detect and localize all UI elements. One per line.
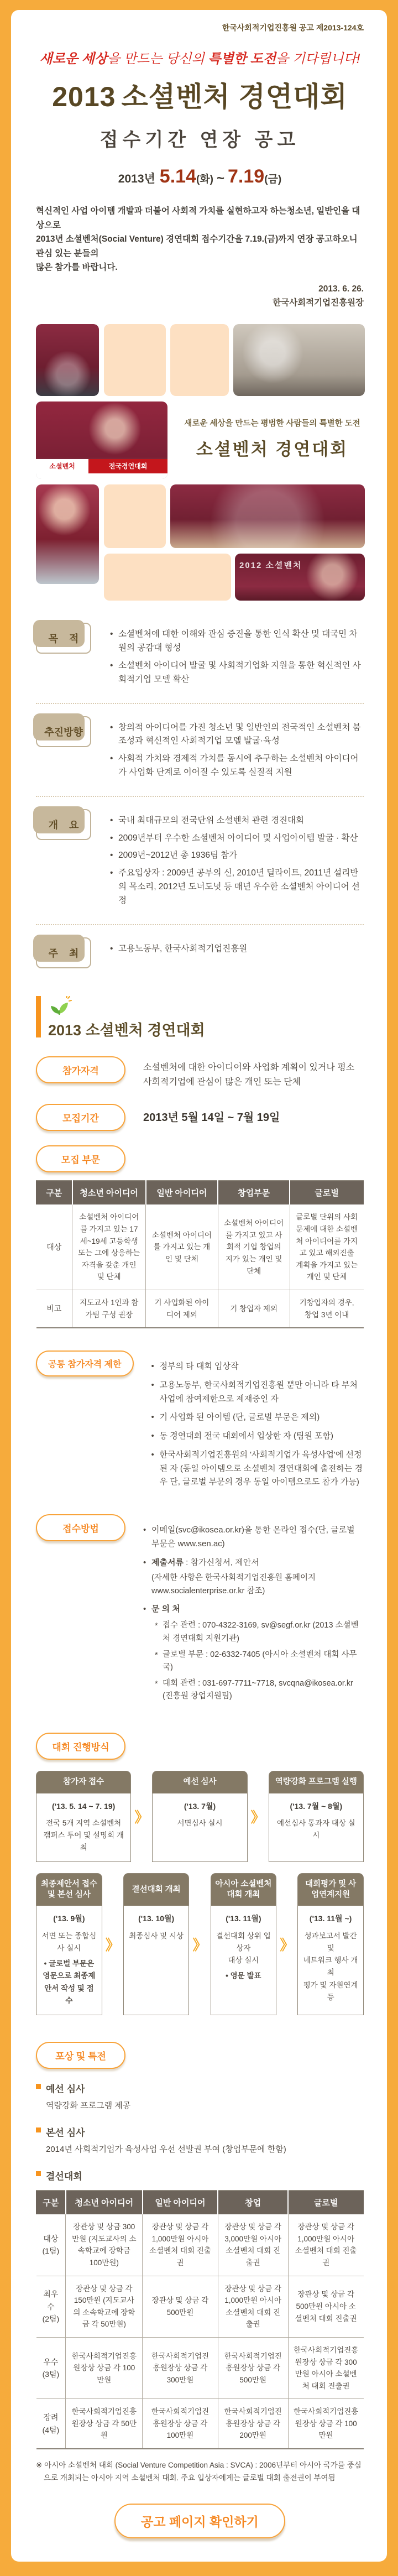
bullet-item <box>143 1556 364 1598</box>
apply-items <box>143 1524 364 1703</box>
flow-step-line: 캠퍼스 투어 및 설명회 개최 <box>43 1831 124 1852</box>
flow-step <box>36 1771 131 1863</box>
photo-2012-caption: 2012 소셜벤처 <box>239 561 302 571</box>
overview-items <box>110 810 364 912</box>
flow-step <box>123 1873 190 2015</box>
chevron-right-icon: 》 <box>280 1937 295 1954</box>
beige-block <box>104 554 231 601</box>
divisions-pill: 모집 부문 <box>36 1145 125 1172</box>
main-award-text: 2014년 사회적기업가 육성사업 우선 선발권 부여 (창업부문에 한함) <box>46 2145 286 2155</box>
flow-step <box>152 1771 247 1863</box>
rewards-row <box>36 2042 364 2069</box>
flow-step-line: 서면심사 실시 <box>177 1818 223 1827</box>
signature-date: 2013. 6. 26. <box>318 284 364 294</box>
flow-step-title: 역량강화 프로그램 실행 <box>269 1771 363 1793</box>
gov-notice-number: 한국사회적기업진흥원 공고 제2013-124호 <box>222 23 364 32</box>
flow-step-body <box>211 1906 276 1990</box>
direction-label: 추진방향 <box>36 716 91 747</box>
table-row <box>36 2214 364 2276</box>
flow-step-line: 서면 또는 종합심사 실시 <box>41 1931 97 1952</box>
bullet-item: • 고용노동부, 한국사회적기업진흥원 <box>110 942 364 956</box>
eligibility-pill: 참가자격 <box>36 1056 125 1083</box>
sprout-icon <box>48 996 72 1015</box>
stage-banner-right-label: 전국경연대회 <box>88 459 167 473</box>
stage-banner <box>36 459 167 473</box>
bullet-item: • 소셜벤처에 대한 이해와 관심 증진을 통한 인식 확산 및 대국민 차원의 공감대 형성 <box>110 628 364 655</box>
chevron-right-icon: 》 <box>192 1937 207 1954</box>
table-cell: 한국사회적기업진흥원장상 상금 각 500만원 <box>218 2337 288 2398</box>
beige-block <box>104 484 166 548</box>
column-header: 글로벌 <box>288 2191 363 2214</box>
column-header: 구분 <box>36 1181 72 1204</box>
date-start: 5.14 <box>159 166 196 187</box>
bullet-item: • 소셜벤처 아이디어 발굴 및 사회적기업화 지원을 통한 혁신적인 사회적기업 모델 확산 <box>110 659 364 687</box>
column-header: 창업 <box>218 2191 288 2214</box>
column-header: 청소년 아이디어 <box>72 1181 146 1204</box>
bullet-item: • 고용노동부, 한국사회적기업진흥원 뿐만 아니라 타 부처 사업에 참여제한으로 제재중인 자 <box>151 1379 364 1406</box>
flow-step-line: 예선심사 통과자 대상 실시 <box>277 1818 355 1839</box>
contact-item: * 접수 관련 : 070-4322-3169, sv@segf.or.kr (2013 소셜벤처 경연대회 지원기관) <box>155 1619 364 1645</box>
table-row <box>36 1204 364 1290</box>
table-cell: 기 사업화된 아이디어 제외 <box>146 1290 218 1328</box>
flow-step <box>297 1873 364 2015</box>
column-header: 일반 아이디어 <box>146 1181 218 1204</box>
docs-label: 제출서류 <box>151 1557 184 1567</box>
section-host <box>36 934 364 972</box>
flow-step-title: 대회평가 및 사업연계지원 <box>298 1874 363 1906</box>
photo-collage <box>36 324 364 601</box>
prize-team-count: (2팀) <box>42 2314 60 2323</box>
table-cell: 글로벌 단위의 사회 문제에 대한 소셜벤처 아이디어를 가지고 있고 해외진출 계획을 가지고 있는 개인 및 단체 <box>290 1204 363 1290</box>
table-cell: 한국사회적기업진흥원장상 상금 각 300만원 <box>143 2337 218 2398</box>
intro-paragraph <box>36 204 364 275</box>
title-main: 소셜벤처 경연대회 <box>121 81 348 112</box>
period-text: 2013년 5월 14일 ~ 7월 19일 <box>143 1112 280 1124</box>
table-row <box>36 1290 364 1328</box>
table-cell: 한국사회적기업진흥원장상 상금 각 300만원 아시아 소셜벤처 대회 진출권 <box>288 2337 363 2398</box>
docs-note: (자세한 사항은 한국사회적기업진흥원 홈페이지 www.socialenterprise.or.kr 참조) <box>151 1573 316 1595</box>
table-cell: 장관상 및 상금 각 3,000만원 아시아 소셜벤처 대회 진출권 <box>218 2214 288 2276</box>
table-cell: 소셜벤처 아이디어를 가지고 있는 개인 및 단체 <box>146 1204 218 1290</box>
flow-step-date: ('13. 11월 ~) <box>309 1914 352 1923</box>
date-end: 7.19 <box>228 166 265 187</box>
photo-2012-speech <box>235 554 365 601</box>
flow-step-date: ('13. 10월) <box>138 1914 175 1923</box>
final-award-title: 결선대회 <box>36 2168 364 2182</box>
table-row <box>36 2276 364 2337</box>
main-award-title: 본선 심사 <box>36 2125 364 2139</box>
competition-title: 2013 소셜벤처 경연대회 <box>48 1021 205 1039</box>
table-cell: 한국사회적기업진흥원장상 상금 각 100만원 <box>288 2399 363 2449</box>
purpose-items <box>110 624 364 690</box>
flow-step-body <box>124 1906 189 1949</box>
bullet-item: • 기 사업화 된 아이템 (단, 글로벌 부문은 제외) <box>151 1411 364 1425</box>
contact-items <box>151 1619 364 1703</box>
page-title <box>36 75 364 114</box>
table-header-row <box>36 1181 364 1204</box>
flow-step-line: 전국 5개 지역 소셜벤처 <box>46 1818 122 1827</box>
row-label <box>36 2276 66 2337</box>
stage-banner-left-label: 소셜벤처 <box>36 459 88 473</box>
table-cell: 장관상 및 상금 각 1,000만원 아시아 소셜벤처 대회 진출권 <box>143 2214 218 2276</box>
flow-step-line: 최종심사 및 시상 <box>129 1931 184 1940</box>
tagline-part: 새로운 세상 <box>39 51 108 66</box>
bullet-item <box>143 1603 364 1703</box>
photo-award-ceremony <box>36 324 99 396</box>
flow-step-line: 성과보고서 발간 및 <box>304 1931 357 1952</box>
contact-item: * 글로벌 부문 : 02-6332-7405 (아시아 소셜벤처 대회 사무국) <box>155 1649 364 1674</box>
table-cell: 지도교사 1인과 참가팀 구성 권장 <box>72 1290 146 1328</box>
table-cell: 장관상 및 상금 각 500만원 아시아 소셜벤처 대회 진출권 <box>288 2276 363 2337</box>
bullet-item: • 2009년~2012년 총 1936팀 참가 <box>110 849 364 863</box>
flow-step-body <box>153 1793 247 1837</box>
prize-rank: 최우수 <box>43 2290 59 2311</box>
table-row <box>36 2337 364 2398</box>
process-pill: 대회 진행방식 <box>36 1733 125 1760</box>
flow-step-body <box>36 1906 102 2015</box>
divisions-table <box>36 1180 364 1328</box>
dotted-divider <box>36 703 364 704</box>
collage-tagline: 새로운 세상을 만드는 평범한 사람들의 특별한 도전 <box>184 419 360 429</box>
bullet-item: • 주요입상자 : 2009년 공부의 신, 2010년 딜라이트, 2011년 설리반의 목소리, 2012년 도너도넛 등 매년 우수한 소셜벤처 아이디어 선정 <box>110 867 364 908</box>
row-label: 대상 <box>36 1204 72 1290</box>
restrictions-items <box>151 1360 364 1489</box>
cta-wrap <box>36 2504 364 2538</box>
hero-tagline <box>36 48 364 67</box>
prize-table <box>36 2190 364 2449</box>
table-cell: 소셜벤처 아이디어를 가지고 있는 17세~19세 고등학생 또는 그에 상응하는 자격을 갖춘 개인 및 단체 <box>72 1204 146 1290</box>
tagline-part: 을 기다립니다! <box>276 51 360 66</box>
process-flow-row1 <box>36 1771 364 1863</box>
bullet-item: • 정부의 타 대회 입상작 <box>151 1360 364 1374</box>
table-cell: 장관상 및 상금 각 1,000만원 아시아 소셜벤처 대회 진출권 <box>218 2276 288 2337</box>
flow-step-date: ('13. 7월 ~ 8월) <box>290 1801 343 1811</box>
prize-rank: 장려 <box>43 2413 59 2422</box>
table-cell: 장관상 및 상금 각 1,000만원 아시아 소셜벤처 대회 진출권 <box>288 2214 363 2276</box>
prize-team-count: (1팀) <box>42 2246 60 2256</box>
table-row <box>36 2399 364 2449</box>
column-header: 일반 아이디어 <box>143 2191 218 2214</box>
overview-label: 개 요 <box>36 809 91 840</box>
photo-outdoor-booth <box>233 324 365 396</box>
beige-block <box>104 324 166 396</box>
chevron-right-icon: 》 <box>105 1937 120 1954</box>
bullet-item: • 이메일(svc@ikosea.or.kr)을 통한 온라인 접수(단, 글로벌 부문은 www.sen.ac) <box>143 1524 364 1551</box>
table-cell: 장관상 및 상금 각 500만원 <box>143 2276 218 2337</box>
flow-step-note: • 글로벌 부문은 영문으로 최종제안서 작성 및 접수 <box>41 1958 97 2007</box>
prelim-award-title: 예선 심사 <box>36 2081 364 2095</box>
docs-rest: : 참가신청서, 제안서 <box>183 1557 259 1567</box>
flow-step <box>211 1873 277 2015</box>
flow-step-title: 참가자 접수 <box>36 1771 130 1793</box>
table-cell: 기 창업자 제외 <box>218 1290 290 1328</box>
prize-team-count: (3팀) <box>42 2370 60 2379</box>
title-year: 2013 <box>52 81 116 112</box>
photo-stage-speaker <box>36 401 167 479</box>
apply-pill: 접수방법 <box>36 1514 125 1541</box>
table-cell: 소셜벤처 아이디어를 가지고 있고 사회적 기업 창업의지가 있는 개인 및 단체 <box>218 1204 290 1290</box>
contact-item: * 대회 관련 : 031-697-7711~7718, svcqna@ikosea.or.kr (진흥원 창업지원팀) <box>155 1677 364 1703</box>
flow-step-date: ('13. 11월) <box>226 1914 261 1923</box>
column-header: 구분 <box>36 2191 66 2214</box>
table-cell: 한국사회적기업진흥원장상 상금 각 100만원 <box>143 2399 218 2449</box>
bullet-item: • 창의적 아이디어를 가진 청소년 및 일반인의 전국적인 소셜벤처 붐 조성과 혁신적인 사회적기업 모델 발굴·육성 <box>110 721 364 749</box>
bullet-item: • 사회적 가치와 경제적 가치를 동시에 추구하는 소셜벤처 아이디어가 사업화 단계로 이어질 수 있도록 실질적 지원 <box>110 752 364 780</box>
photo-group-winners <box>170 484 365 548</box>
flow-step-date: ('13. 9월) <box>53 1914 85 1923</box>
collage-center-text <box>180 417 365 460</box>
section-direction <box>36 713 364 787</box>
page-subtitle: 접수기간 연장 공고 <box>100 129 300 150</box>
table-cell: 장관상 및 상금 각 150만원 (지도교사의 소속학교에 장학금 각 50만원) <box>66 2276 143 2337</box>
competition-heading <box>36 996 364 1040</box>
divisions-row <box>36 1145 364 1172</box>
host-items <box>110 938 364 960</box>
date-end-day: (금) <box>264 174 282 185</box>
direction-items <box>110 717 364 784</box>
signature-block <box>36 283 364 310</box>
table-cell: 기창업자의 경우, 창업 3년 이내 <box>290 1290 363 1328</box>
flow-step <box>269 1771 364 1863</box>
prize-rank: 대상 <box>43 2234 59 2243</box>
chevron-right-icon: 》 <box>250 1809 265 1826</box>
prize-rank: 우수 <box>43 2357 59 2366</box>
bullet-item: • 한국사회적기업진흥원의 '사회적기업가 육성사업'에 선정된 자 (동일 아이템으로 소셜벤처 경연대회에 출전하는 경우 단, 글로벌 부문의 경우 동일 아이템으로도 참가 가능) <box>151 1448 364 1489</box>
flow-step-title: 최종제안서 접수 및 본선 심사 <box>36 1874 102 1906</box>
section-overview <box>36 806 364 915</box>
beige-block <box>170 324 229 396</box>
flow-step-line: 결선대회 상위 입상자 <box>216 1931 271 1952</box>
extended-date-line <box>36 166 364 187</box>
column-header: 글로벌 <box>290 1181 363 1204</box>
table-cell: 한국사회적기업진흥원장상 상금 각 200만원 <box>218 2399 288 2449</box>
intro-line: 많은 참가를 바랍니다. <box>36 263 118 273</box>
column-header: 청소년 아이디어 <box>66 2191 143 2214</box>
rewards-pill: 포상 및 특전 <box>36 2042 125 2069</box>
flow-step-line: 평가 및 자원연계 등 <box>303 1980 358 2001</box>
flow-step-date: ('13. 5. 14 ~ 7. 19) <box>52 1801 116 1811</box>
apply-content <box>143 1514 364 1708</box>
date-tilde: ~ <box>217 171 225 186</box>
flow-step-body <box>36 1793 130 1862</box>
flow-step-note: • 영문 발표 <box>216 1970 272 1982</box>
table-cell: 한국사회적기업진흥원장상 상금 각 100만원 <box>66 2337 143 2398</box>
poster-card <box>11 10 387 2562</box>
table-header-row <box>36 2191 364 2214</box>
process-flow-row2 <box>36 1873 364 2015</box>
intro-line: 혁신적인 사업 아이템 개발과 더불어 사회적 가치를 실현하고자 하는청소년, 일반인을 대상으로 <box>36 206 360 230</box>
eligibility-text: 소셜벤처에 대한 아이디어와 사업화 계획이 있거나 평소 사회적기업에 관심이 많은 개인 또는 단체 <box>143 1062 355 1087</box>
prelim-award-text: 역량강화 프로그램 제공 <box>46 2101 131 2111</box>
intro-line: 2013년 소셜벤처(Social Venture) 경연대회 접수기간을 7.19.(금)까지 연장 공고하오니 관심 있는 분들의 <box>36 234 358 258</box>
row-label <box>36 2214 66 2276</box>
date-start-day: (화) <box>196 174 213 185</box>
column-header: 창업부문 <box>218 1181 290 1204</box>
eligibility-row <box>36 1056 364 1090</box>
contact-label: 문 의 처 <box>151 1604 180 1614</box>
restrictions-pill: 공통 참가자격 제한 <box>36 1350 134 1376</box>
row-label: 비고 <box>36 1290 72 1328</box>
dotted-divider <box>36 796 364 797</box>
table-cell: 한국사회적기업진흥원장상 상금 각 50만원 <box>66 2399 143 2449</box>
purpose-label: 목 적 <box>36 623 91 654</box>
section-purpose <box>36 619 364 693</box>
announcement-page-button[interactable]: 공고 페이지 확인하기 <box>114 2504 285 2538</box>
apply-row <box>36 1514 364 1708</box>
period-pill: 모집기간 <box>36 1104 125 1131</box>
flow-step-title: 예선 심사 <box>153 1771 247 1793</box>
signature-org: 한국사회적기업진흥원장 <box>273 298 364 307</box>
tagline-part: 을 만드는 당신의 <box>107 51 208 66</box>
bullet-item: • 2009년부터 우수한 소셜벤처 아이디어 및 사업아이템 발굴 · 확산 <box>110 832 364 846</box>
chevron-right-icon: 》 <box>134 1809 149 1826</box>
flow-step-line: 대상 실시 <box>228 1956 259 1965</box>
table-cell: 장관상 및 상금 300만원 (지도교사의 소속학교에 장학금 100만원) <box>66 2214 143 2276</box>
dotted-divider <box>36 924 364 925</box>
photo-presenter <box>36 484 99 584</box>
stage-logo-strip <box>36 473 167 479</box>
flow-step-date: ('13. 7월) <box>184 1801 216 1811</box>
flow-step <box>36 1873 102 2015</box>
row-label <box>36 2337 66 2398</box>
flow-step-title: 아시아 소셜벤처 대회 개최 <box>211 1874 276 1906</box>
flow-step-line: 네트워크 행사 개최 <box>303 1956 358 1977</box>
row-label <box>36 2399 66 2449</box>
prize-team-count: (4팀) <box>42 2425 60 2434</box>
restrictions-content <box>151 1350 364 1494</box>
period-row <box>36 1104 364 1131</box>
host-label: 주 최 <box>36 937 91 968</box>
flow-step-body <box>269 1793 363 1850</box>
bullet-item: • 국내 최대규모의 전국단위 소셜벤처 관련 경진대회 <box>110 814 364 828</box>
collage-title: 소셜벤처 경연대회 <box>196 440 349 460</box>
tagline-part: 특별한 도전 <box>208 51 276 66</box>
date-prefix: 2013년 <box>118 173 155 185</box>
restrictions-row <box>36 1350 364 1494</box>
svca-footnote: ※ 아시아 소셜벤처 대회 (Social Venture Competition Asia : SVCA) : 2006년부터 아시아 국가를 중심으로 개최되는 아시아 지역 소셜벤처 대회. 주요 입상자에게는 글로벌 대회 출전권이 부여됨 <box>36 2461 362 2483</box>
flow-step-body <box>298 1906 363 2011</box>
process-row <box>36 1733 364 1760</box>
flow-step-title: 결선대회 개최 <box>124 1874 189 1906</box>
bullet-item: • 동 경연대회 전국 대회에서 입상한 자 (팀원 포함) <box>151 1430 364 1443</box>
